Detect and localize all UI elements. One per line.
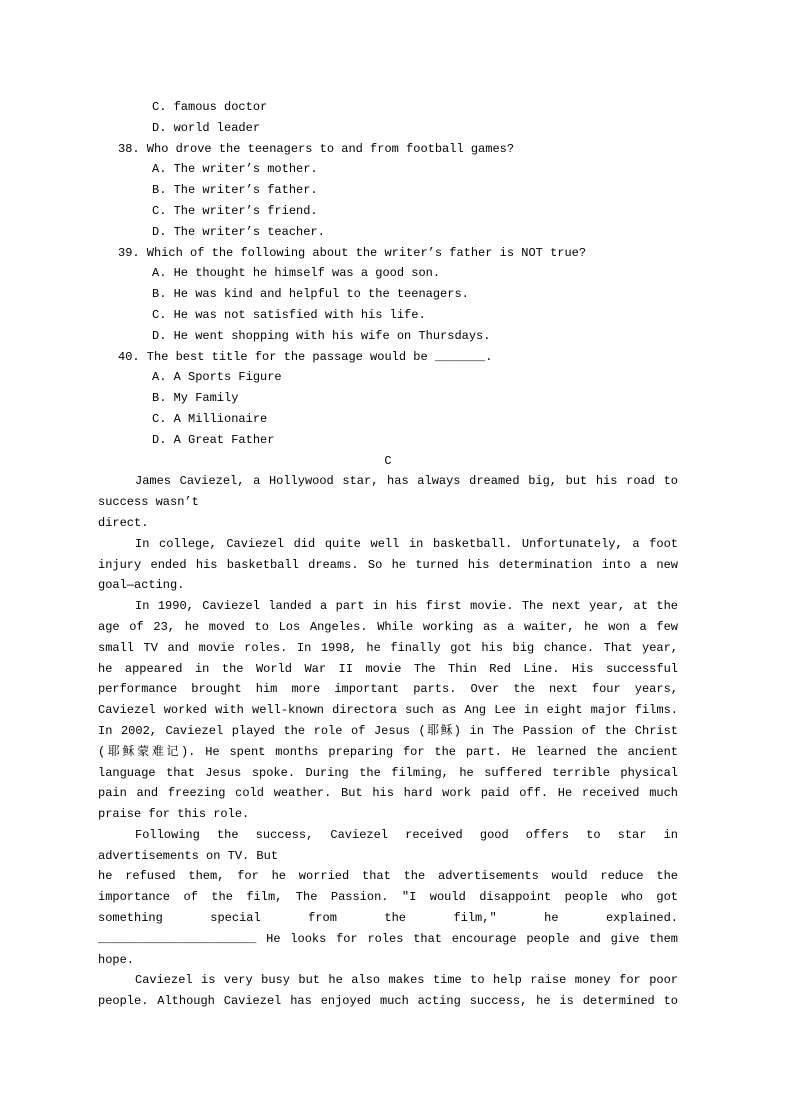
answer-option: D. He went shopping with his wife on Thursdays. xyxy=(152,328,491,343)
passage-line: pain and freezing cold weather. But his hard work paid off. He received much xyxy=(98,786,678,801)
question-stem: 40. The best title for the passage would be _______. xyxy=(118,349,493,364)
answer-option: A. The writer’s mother. xyxy=(152,162,318,177)
answer-option: C. He was not satisfied with his life. xyxy=(152,307,426,322)
passage-line: In 1990, Caviezel landed a part in his first movie. The next year, at the xyxy=(135,599,678,614)
question-options xyxy=(98,159,678,242)
answer-option: C. The writer’s friend. xyxy=(152,203,318,218)
answer-option: D. world leader xyxy=(152,120,261,135)
passage-line: hope. xyxy=(98,952,135,967)
paragraph-lines xyxy=(98,825,678,971)
answer-option: B. The writer’s father. xyxy=(152,183,318,198)
paragraph-lines xyxy=(98,534,678,596)
passage-line: Caviezel worked with well-known directora such as Ang Lee in eight major films. xyxy=(98,703,678,718)
passage-line: he appeared in the World War II movie The Thin Red Line. His successful xyxy=(98,661,678,676)
passage-paragraph xyxy=(98,596,678,825)
passage-line: Caviezel is very busy but he also makes time to help raise money for poor xyxy=(135,973,678,988)
passage-line: direct. xyxy=(98,515,149,530)
passage-line: Following the success, Caviezel received good offers to star in xyxy=(135,827,678,842)
passage-line: people. Although Caviezel has enjoyed much acting success, he is determined to xyxy=(98,994,678,1009)
passage-line: injury ended his basketball dreams. So he turned his determination into a new xyxy=(98,557,678,572)
answer-option: C. famous doctor xyxy=(152,100,268,114)
passage-line: small TV and movie roles. In 1998, he finally got his big chance. That year, xyxy=(98,640,678,655)
paragraph-lines xyxy=(98,970,678,1012)
passage-line: In 2002, Caviezel played the role of Jesus (耶稣) in The Passion of the Christ xyxy=(98,723,678,738)
question-stem: 38. Who drove the teenagers to and from football games? xyxy=(118,141,515,156)
passage-section-label: C xyxy=(384,453,392,468)
answer-option: A. He thought he himself was a good son. xyxy=(152,266,441,281)
passage-paragraph xyxy=(98,471,678,533)
answer-option: A. A Sports Figure xyxy=(152,370,282,385)
passage-line: he refused them, for he worried that the advertisements would reduce the xyxy=(98,869,678,884)
question-options xyxy=(98,367,678,450)
passage-paragraph xyxy=(98,534,678,596)
answer-option: D. The writer’s teacher. xyxy=(152,224,325,239)
answer-option: C. A Millionaire xyxy=(152,411,268,426)
passage-paragraph xyxy=(98,970,678,1012)
passage-line: praise for this role. xyxy=(98,807,250,822)
passage-line: James Caviezel, a Hollywood star, has always dreamed big, but his road to xyxy=(135,474,678,489)
answer-option: B. My Family xyxy=(152,391,239,406)
question-block xyxy=(98,243,678,347)
paragraph-lines xyxy=(98,471,678,533)
passage-line: performance brought him more important parts. Over the next four years, xyxy=(98,682,678,697)
passage-line: (耶稣蒙难记). He spent months preparing for the part. He learned the ancient xyxy=(98,744,678,759)
passage-paragraph xyxy=(98,825,678,971)
orphan-options xyxy=(98,97,678,139)
question-block xyxy=(98,139,678,243)
paragraph-lines xyxy=(98,596,678,825)
passage-line: success wasn’t xyxy=(98,495,199,510)
answer-option: D. A Great Father xyxy=(152,432,275,447)
passage-line: advertisements on TV. But xyxy=(98,848,279,863)
question-block xyxy=(98,347,678,451)
passage-line: In college, Caviezel did quite well in basketball. Unfortunately, a foot xyxy=(135,536,678,551)
question-options xyxy=(98,263,678,346)
passage-line: age of 23, he moved to Los Angeles. While working as a waiter, he won a few xyxy=(98,619,678,634)
passage-line: importance of the film, The Passion. ″I would disappoint people who got xyxy=(98,890,678,905)
passage-line: language that Jesus spoke. During the filming, he suffered terrible physical xyxy=(98,765,678,780)
reading-passage xyxy=(98,471,678,1012)
question-stem: 39. Which of the following about the writer’s father is NOT true? xyxy=(118,245,587,260)
passage-line: something special from the film,″ he explained. xyxy=(98,911,678,926)
question-list xyxy=(98,139,678,451)
passage-line: goal—acting. xyxy=(98,578,185,593)
answer-option: B. He was kind and helpful to the teenagers. xyxy=(152,287,469,302)
passage-line: ______________________ He looks for roles that encourage people and give them xyxy=(98,931,678,946)
